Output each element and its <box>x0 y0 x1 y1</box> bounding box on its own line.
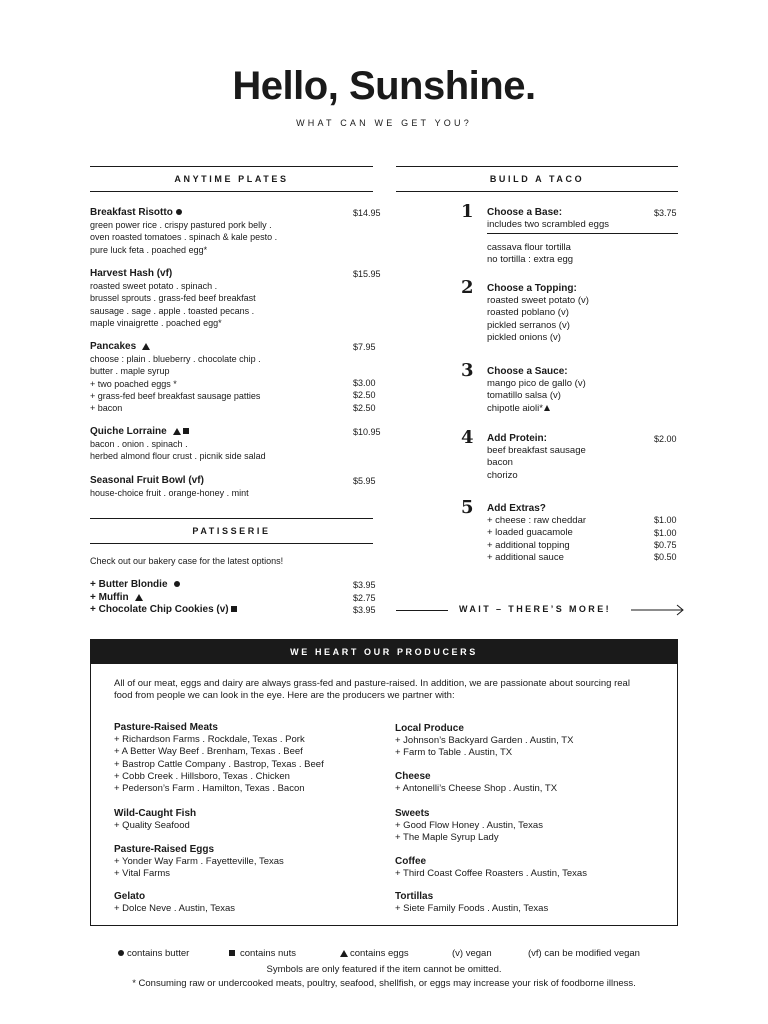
step-number: 2 <box>461 277 474 298</box>
item-description: maple vinaigrette . poached egg* <box>90 317 222 328</box>
producer-group-coffee <box>395 855 665 880</box>
menu-item-quiche-lorraine <box>90 425 390 463</box>
nuts-icon <box>183 428 189 434</box>
producer-line: + Siete Family Foods . Austin, Texas <box>395 903 549 914</box>
arrow-right-icon <box>631 604 685 616</box>
menu-item-seasonal-fruit-bowl <box>90 474 390 499</box>
item-price: $2.75 <box>353 593 376 603</box>
eggs-icon <box>142 343 150 350</box>
taco-step-topping <box>487 282 687 344</box>
producer-group-produce <box>395 722 665 760</box>
step-title: Add Protein: <box>487 433 547 444</box>
producer-group-title: Sweets <box>395 808 430 819</box>
item-price: $15.95 <box>353 269 381 279</box>
wait-theres-more: WAIT – THERE’S MORE! <box>459 604 612 614</box>
patisserie-heading: PATISSERIE <box>90 518 373 544</box>
anytime-plates-heading: ANYTIME PLATES <box>90 166 373 192</box>
item-description: brussel sprouts . grass-fed beef breakfast <box>90 293 256 304</box>
item-description: oven roasted tomatoes . spinach & kale pesto . <box>90 232 278 243</box>
patisserie-item-chocolate-chip-cookies: + Chocolate Chip Cookies (v) <box>90 603 237 616</box>
producers-heading: WE HEART OUR PRODUCERS <box>91 640 677 664</box>
item-name: Harvest Hash (vf) <box>90 268 173 279</box>
step-option: roasted sweet potato (v) <box>487 295 589 306</box>
producer-line: + Bastrop Cattle Company . Bastrop, Texas . Beef <box>114 758 324 770</box>
producer-group-cheese <box>395 770 665 795</box>
menu-item-harvest-hash <box>90 267 390 329</box>
page-subtitle: WHAT CAN WE GET YOU? <box>296 118 472 128</box>
step-title: Add Extras? <box>487 503 546 514</box>
producer-group-title: Tortillas <box>395 891 434 902</box>
step-number: 3 <box>461 360 474 381</box>
extra-price: $0.50 <box>654 552 677 562</box>
producer-group-tortillas <box>395 890 665 915</box>
nuts-icon <box>229 950 235 956</box>
step-option: tomatillo salsa (v) <box>487 390 561 402</box>
patisserie-note: Check out our bakery case for the latest options! <box>90 556 284 566</box>
producer-group-title: Pasture-Raised Meats <box>114 722 218 733</box>
nuts-icon <box>231 606 237 612</box>
butter-icon <box>174 581 180 587</box>
producer-line: + Richardson Farms . Rockdale, Texas . Pork <box>114 734 305 745</box>
producer-group-sweets <box>395 807 665 845</box>
more-rule-left <box>396 610 448 611</box>
butter-icon <box>176 209 182 215</box>
producer-line: + Yonder Way Farm . Fayetteville, Texas <box>114 856 284 867</box>
item-name: Quiche Lorraine <box>90 425 390 438</box>
eggs-icon <box>173 428 181 435</box>
legend-butter: contains butter <box>118 948 189 960</box>
taco-step-sauce <box>487 365 687 415</box>
patisserie-item-muffin: + Muffin <box>90 591 143 604</box>
producers-intro: All of our meat, eggs and dairy are always grass-fed and pasture-raised. In addition, we are passionate about sourcing real food from people we can look in the eye. Here are the producers we partner with: <box>114 678 630 701</box>
item-description: green power rice . crispy pastured pork belly . <box>90 220 272 230</box>
item-description: choose : plain . blueberry . chocolate chip . <box>90 354 261 364</box>
producer-line: + Farm to Table . Austin, TX <box>395 747 513 759</box>
producer-line: + Quality Seafood <box>114 820 190 831</box>
item-price: $3.95 <box>353 605 376 615</box>
menu-item-pancakes <box>90 340 390 414</box>
item-description: roasted sweet potato . spinach . <box>90 281 218 291</box>
item-name: Pancakes <box>90 340 390 353</box>
item-addon: + bacon <box>90 403 123 414</box>
producer-group-fish <box>114 807 384 832</box>
step-option: pickled onions (v) <box>487 331 561 343</box>
patisserie-item-butter-blondie: + Butter Blondie <box>90 578 180 591</box>
producer-line: + Antonelli’s Cheese Shop . Austin, TX <box>395 783 558 794</box>
item-description: house-choice fruit . orange-honey . mint <box>90 488 249 498</box>
producer-line: + Third Coast Coffee Roasters . Austin, Texas <box>395 868 587 879</box>
step-option: mango pico de gallo (v) <box>487 378 586 389</box>
addon-price: $2.50 <box>353 403 376 413</box>
eggs-icon <box>544 405 550 411</box>
eggs-icon <box>135 594 143 601</box>
legend-vegan: (v) vegan <box>452 948 492 959</box>
step-title: Choose a Sauce: <box>487 366 568 377</box>
item-price: $5.95 <box>353 476 376 486</box>
item-addon: + grass-fed beef breakfast sausage patties <box>90 390 261 401</box>
item-price: $7.95 <box>353 342 376 352</box>
item-description: herbed almond flour crust . picnik side salad <box>90 451 266 462</box>
step-option: + loaded guacamole <box>487 527 573 539</box>
producer-line: + The Maple Syrup Lady <box>395 832 499 844</box>
step-option: roasted poblano (v) <box>487 307 569 319</box>
producer-line: + Johnson’s Backyard Garden . Austin, TX <box>395 735 574 746</box>
producer-line: + A Better Way Beef . Brenham, Texas . Beef <box>114 746 303 758</box>
menu-item-breakfast-risotto <box>90 206 390 256</box>
step-option: cassava flour tortilla <box>487 242 571 253</box>
item-description: sausage . sage . apple . toasted pecans . <box>90 305 255 316</box>
addon-price: $3.00 <box>353 378 376 388</box>
legend-eggs: contains eggs <box>340 948 409 960</box>
eggs-icon <box>340 950 348 957</box>
step-price: $3.75 <box>654 208 677 218</box>
step-number: 4 <box>461 427 474 448</box>
addon-price: $2.50 <box>353 390 376 400</box>
build-a-taco-heading: BUILD A TACO <box>396 166 678 192</box>
producer-group-title: Coffee <box>395 856 427 867</box>
step-number: 5 <box>461 497 474 518</box>
producer-group-title: Wild-Caught Fish <box>114 808 197 819</box>
step-option: bacon <box>487 457 513 469</box>
step-title: Choose a Base: <box>487 207 563 218</box>
producer-line: + Good Flow Honey . Austin, Texas <box>395 820 543 831</box>
item-price: $10.95 <box>353 427 381 437</box>
producer-group-title: Local Produce <box>395 723 464 734</box>
producer-line: + Dolce Neve . Austin, Texas <box>114 903 236 914</box>
producer-line: + Cobb Creek . Hillsboro, Texas . Chicken <box>114 770 290 782</box>
producer-group-meats <box>114 721 384 795</box>
item-description: pure luck feta . poached egg* <box>90 244 208 255</box>
step-option: + additional topping <box>487 539 570 551</box>
page-title: Hello, Sunshine. <box>232 64 536 108</box>
producer-group-gelato <box>114 890 384 915</box>
step-title: Choose a Topping: <box>487 283 577 294</box>
butter-icon <box>118 950 124 956</box>
step-option: no tortilla : extra egg <box>487 254 574 266</box>
extra-price: $1.00 <box>654 528 677 538</box>
item-price: $14.95 <box>353 208 381 218</box>
producer-line: + Pederson’s Farm . Hamilton, Texas . Bacon <box>114 783 305 795</box>
step-option: pickled serranos (v) <box>487 319 570 331</box>
item-addon: + two poached eggs * <box>90 378 177 389</box>
step-option: chorizo <box>487 469 518 481</box>
step-option: beef breakfast sausage <box>487 445 586 456</box>
step-number: 1 <box>461 201 474 222</box>
legend-nuts: contains nuts <box>229 948 296 960</box>
taco-step-base-options <box>487 242 687 267</box>
step-option: + additional sauce <box>487 551 564 563</box>
producer-group-title: Pasture-Raised Eggs <box>114 844 215 855</box>
step-price: $2.00 <box>654 434 677 444</box>
extra-price: $1.00 <box>654 515 677 525</box>
step-option: chipotle aioli* <box>487 403 687 415</box>
base-divider <box>487 233 678 234</box>
item-name: Seasonal Fruit Bowl (vf) <box>90 475 204 486</box>
step-option: + cheese : raw cheddar <box>487 515 587 526</box>
symbols-note: Symbols are only featured if the item cannot be omitted. <box>266 964 502 975</box>
item-name: Breakfast Risotto <box>90 206 390 219</box>
producer-line: + Vital Farms <box>114 868 171 880</box>
item-description: butter . maple syrup <box>90 366 170 377</box>
consumption-warning: * Consuming raw or undercooked meats, poultry, seafood, shellfish, or eggs may increase your risk of foodborne illness. <box>132 978 636 989</box>
step-option: includes two scrambled eggs <box>487 219 609 230</box>
item-description: bacon . onion . spinach . <box>90 439 188 449</box>
item-price: $3.95 <box>353 580 376 590</box>
producer-group-eggs <box>114 843 384 881</box>
producer-group-title: Gelato <box>114 891 146 902</box>
legend-modified-vegan: (vf) can be modified vegan <box>528 948 640 959</box>
extra-price: $0.75 <box>654 540 677 550</box>
producer-group-title: Cheese <box>395 771 431 782</box>
